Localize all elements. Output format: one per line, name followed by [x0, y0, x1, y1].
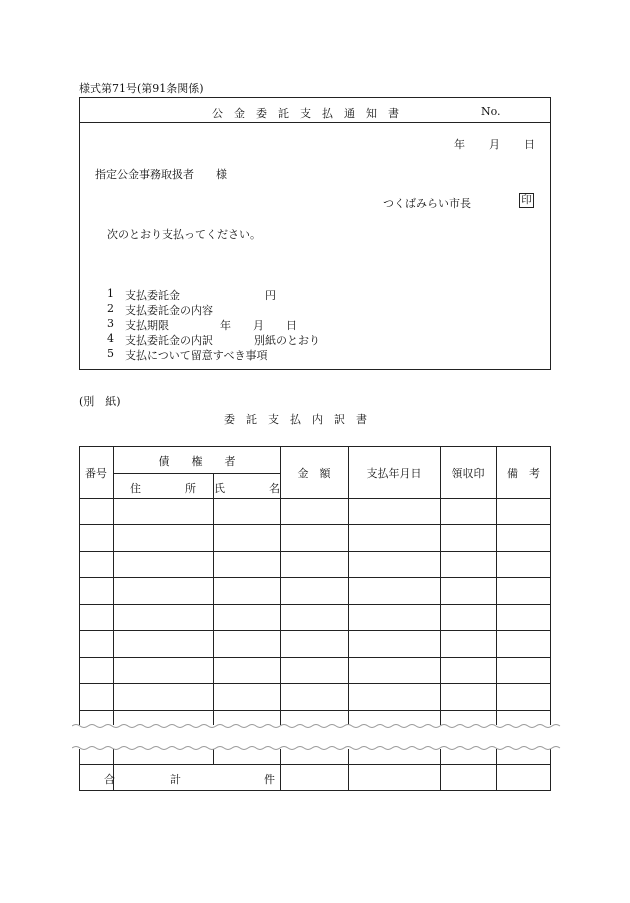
- header-address: 住 所: [130, 482, 196, 495]
- item-value: 年 月 日: [220, 319, 297, 332]
- table-break: [72, 717, 562, 757]
- item-value: 円: [265, 289, 276, 302]
- addressee: 指定公金事務取扱者 様: [95, 168, 227, 181]
- item-number: 2: [107, 302, 114, 315]
- date-year: 年: [454, 138, 465, 151]
- row-divider: [79, 710, 551, 711]
- item-value: 別紙のとおり: [254, 334, 320, 347]
- header-number: 番号: [85, 467, 107, 480]
- row-divider: [113, 473, 281, 474]
- date-month: 月: [489, 138, 500, 151]
- total-label: 合 計: [104, 773, 181, 786]
- row-divider: [79, 683, 551, 684]
- header-pay-date: 支払年月日: [366, 467, 422, 480]
- header-receipt-seal: 領収印: [451, 467, 485, 480]
- date-day: 日: [524, 138, 535, 151]
- instruction-message: 次のとおり支払ってください。: [107, 228, 261, 241]
- item-number: 1: [107, 287, 114, 300]
- header-creditor: 債 権 者: [158, 455, 236, 468]
- row-divider: [79, 657, 551, 658]
- item-label: 支払委託金の内容: [125, 304, 213, 317]
- attachment-title: 委 託 支 払 内 訳 書: [224, 413, 367, 426]
- header-name: 氏 名: [214, 482, 280, 495]
- issuer: つくばみらい市長: [383, 197, 471, 210]
- count-unit: 件: [264, 773, 275, 786]
- notice-number-label: No.: [481, 105, 501, 118]
- title-divider: [79, 122, 551, 123]
- attachment-label: (別 紙): [79, 395, 121, 408]
- row-divider: [79, 498, 551, 499]
- notice-title: 公 金 委 託 支 払 通 知 書: [212, 107, 399, 120]
- seal-mark: 印: [519, 193, 534, 208]
- item-label: 支払委託金: [125, 289, 180, 302]
- row-divider: [79, 551, 551, 552]
- item-label: 支払期限: [125, 319, 169, 332]
- item-number: 3: [107, 317, 114, 330]
- header-amount: 金 額: [297, 467, 331, 480]
- row-divider: [79, 630, 551, 631]
- header-remarks: 備 考: [507, 467, 540, 480]
- item-number: 5: [107, 347, 114, 360]
- row-divider: [79, 524, 551, 525]
- item-label: 支払について留意すべき事項: [125, 349, 268, 362]
- item-number: 4: [107, 332, 114, 345]
- form-number: 様式第71号(第91条関係): [79, 82, 204, 95]
- item-label: 支払委託金の内訳: [125, 334, 213, 347]
- row-divider: [79, 577, 551, 578]
- row-divider: [79, 604, 551, 605]
- row-divider: [79, 764, 551, 765]
